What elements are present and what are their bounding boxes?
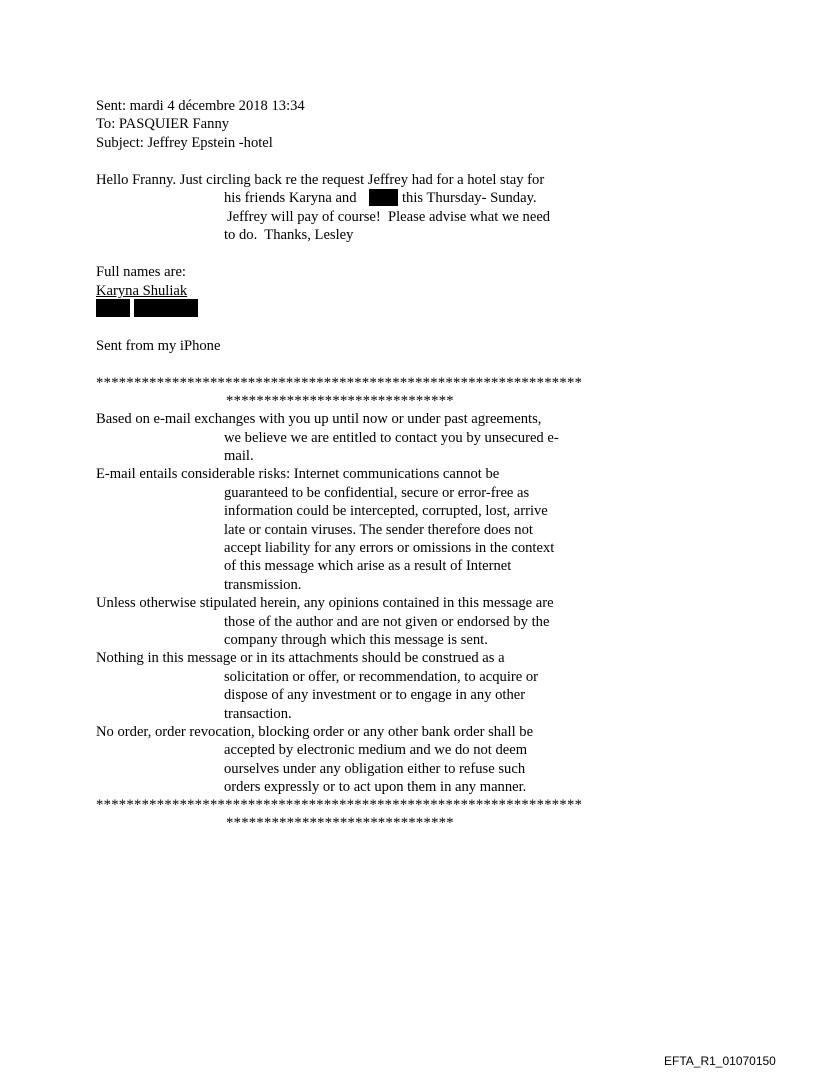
- disclaimer-p2-line-5: accept liability for any errors or omissions in the context: [224, 540, 555, 556]
- disclaimer-p2-line-7: transmission.: [224, 577, 302, 593]
- disclaimer-p4-line-4: transaction.: [224, 706, 292, 722]
- body-line-2b: this Thursday- Sunday.: [402, 190, 537, 206]
- sent-line: Sent: mardi 4 décembre 2018 13:34: [96, 98, 305, 114]
- body-line-4: to do. Thanks, Lesley: [224, 227, 354, 243]
- signature: Sent from my iPhone: [96, 338, 221, 354]
- disclaimer-p3-line-1: Unless otherwise stipulated herein, any opinions contained in this message are: [96, 595, 554, 611]
- names-heading: Full names are:: [96, 264, 186, 280]
- body-line-2a: his friends Karyna and: [224, 190, 357, 206]
- disclaimer-p5-line-2: accepted by electronic medium and we do not deem: [224, 742, 528, 758]
- stars-separator-top-1: ****************************************************************: [96, 375, 583, 391]
- disclaimer-p5-line-3: ourselves under any obligation either to refuse such: [224, 761, 526, 777]
- disclaimer-p2-line-4: late or contain viruses. The sender therefore does not: [224, 522, 533, 538]
- disclaimer-p3-line-2: those of the author and are not given or endorsed by the: [224, 614, 550, 630]
- document-id: EFTA_R1_01070150: [664, 1054, 776, 1068]
- body-line-3: Jeffrey will pay of course! Please advise what we need: [227, 209, 551, 225]
- disclaimer-p1-line-3: mail.: [224, 448, 254, 464]
- body-line-1: Hello Franny. Just circling back re the request Jeffrey had for a hotel stay for: [96, 172, 545, 188]
- redaction-box-last-name: [134, 299, 198, 317]
- disclaimer-p5-line-4: orders expressly or to act upon them in any manner.: [224, 779, 527, 795]
- stars-separator-top-2: ******************************: [226, 393, 454, 409]
- disclaimer-p2-line-1: E-mail entails considerable risks: Internet communications cannot be: [96, 466, 500, 482]
- disclaimer-p2-line-2: guaranteed to be confidential, secure or error-free as: [224, 485, 530, 501]
- disclaimer-p4-line-1: Nothing in this message or in its attachments should be construed as a: [96, 650, 505, 666]
- disclaimer-p4-line-2: solicitation or offer, or recommendation, to acquire or: [224, 669, 539, 685]
- redaction-box: [369, 189, 398, 206]
- disclaimer-p4-line-3: dispose of any investment or to engage in any other: [224, 687, 526, 703]
- redaction-box-first-name: [96, 299, 130, 317]
- subject-line: Subject: Jeffrey Epstein -hotel: [96, 135, 273, 151]
- disclaimer-p5-line-1: No order, order revocation, blocking order or any other bank order shall be: [96, 724, 534, 740]
- stars-separator-bottom-1: ****************************************************************: [96, 797, 583, 813]
- disclaimer-p1-line-1: Based on e-mail exchanges with you up until now or under past agreements,: [96, 411, 542, 427]
- disclaimer-p3-line-3: company through which this message is sent.: [224, 632, 488, 648]
- to-line: To: PASQUIER Fanny: [96, 116, 230, 132]
- disclaimer-p2-line-3: information could be intercepted, corrupted, lost, arrive: [224, 503, 548, 519]
- name-karyna: Karyna Shuliak: [96, 283, 188, 299]
- stars-separator-bottom-2: ******************************: [226, 815, 454, 831]
- disclaimer-p1-line-2: we believe we are entitled to contact you by unsecured e-: [224, 430, 559, 446]
- disclaimer-p2-line-6: of this message which arise as a result of Internet: [224, 558, 512, 574]
